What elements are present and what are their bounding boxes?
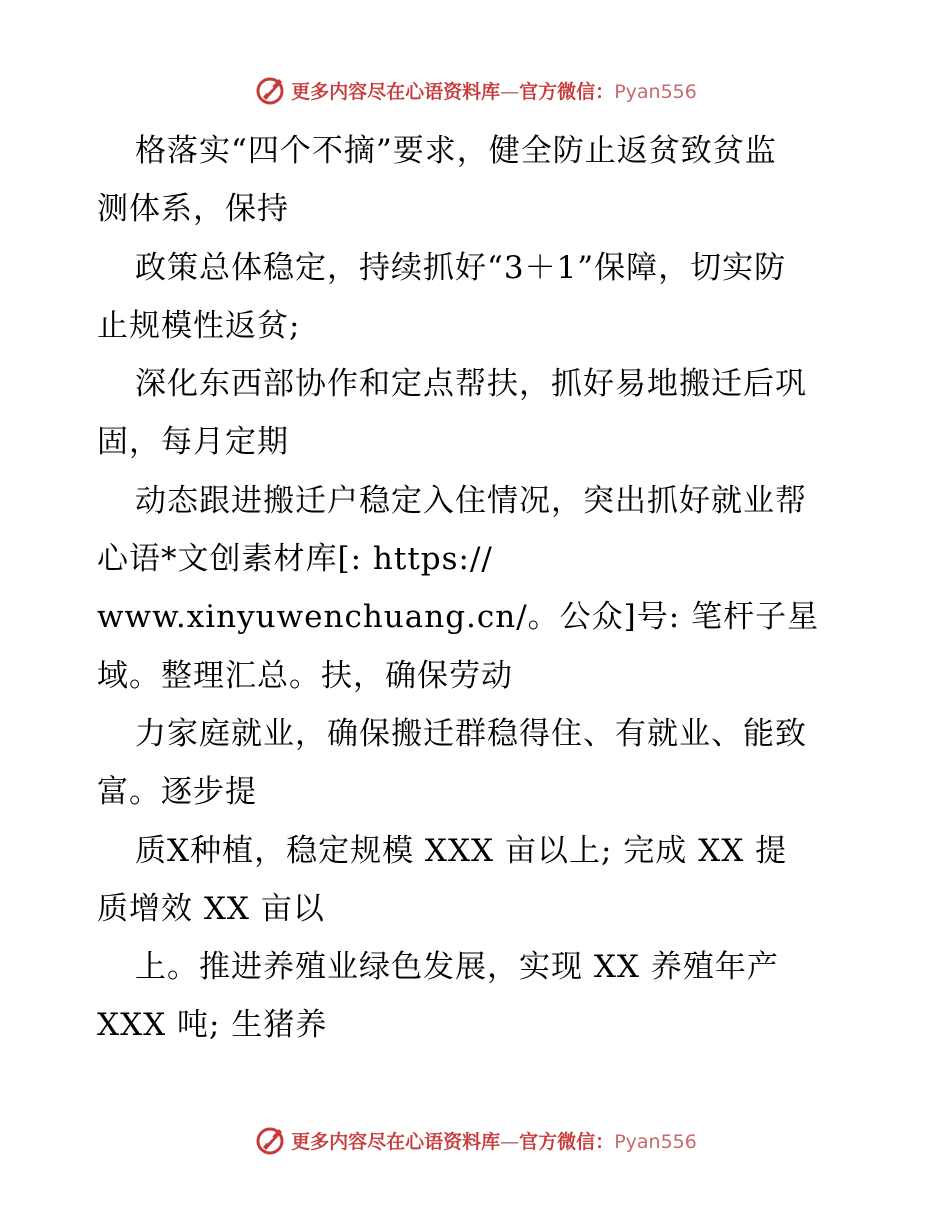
quill-circle-icon bbox=[253, 1123, 287, 1157]
footer-banner bbox=[0, 1120, 950, 1160]
body-line: 质X种植，稳定规模 XXX 亩以上; 完成 XX 提 bbox=[135, 832, 788, 869]
body-line: 动态跟进搬迁户稳定入住情况，突出抓好就业帮 bbox=[135, 482, 807, 519]
body-line: 政策总体稳定，持续抓好“3＋1”保障，切实防 bbox=[135, 249, 787, 286]
body-line: www.xinyuwenchuang.cn/。公众]号: 笔杆子星 bbox=[97, 599, 820, 636]
footer-wechat-id: Pyan556 bbox=[614, 1130, 697, 1153]
body-line: 上。推进养殖业绿色发展，实现 XX 养殖年产 bbox=[135, 949, 779, 986]
quill-circle-icon bbox=[253, 73, 287, 107]
body-line: 格落实“四个不摘”要求，健全防止返贫致贫监 bbox=[135, 133, 777, 169]
footer-banner-text bbox=[291, 1127, 697, 1154]
footer-wechat-label: 官方微信： bbox=[519, 1130, 615, 1153]
body-line: 测体系，保持 bbox=[97, 191, 289, 228]
body-line: 域。整理汇总。扶，确保劳动 bbox=[97, 657, 513, 694]
body-line: 止规模性返贫; bbox=[97, 307, 301, 344]
body-line: 心语*文创素材库[: https:// bbox=[97, 541, 493, 578]
body-line: 质增效 XX 亩以 bbox=[97, 890, 325, 927]
body-line: XXX 吨; 生猪养 bbox=[97, 1007, 328, 1044]
document-body bbox=[97, 122, 867, 1055]
footer-dash: — bbox=[500, 1130, 520, 1153]
body-line: 深化东西部协作和定点帮扶，抓好易地搬迁后巩 bbox=[135, 366, 807, 403]
body-line: 力家庭就业，确保搬迁群稳得住、有就业、能致 bbox=[135, 715, 807, 752]
header-banner bbox=[0, 70, 950, 110]
header-brand-text: 更多内容尽在心语资料库 bbox=[291, 80, 501, 103]
header-dash: — bbox=[500, 80, 520, 103]
header-wechat-label: 官方微信： bbox=[519, 80, 615, 103]
footer-brand-text: 更多内容尽在心语资料库 bbox=[291, 1130, 501, 1153]
body-line: 富。逐步提 bbox=[97, 774, 257, 811]
header-banner-text bbox=[291, 77, 697, 104]
header-wechat-id: Pyan556 bbox=[614, 80, 697, 103]
body-line: 固，每月定期 bbox=[97, 424, 289, 461]
